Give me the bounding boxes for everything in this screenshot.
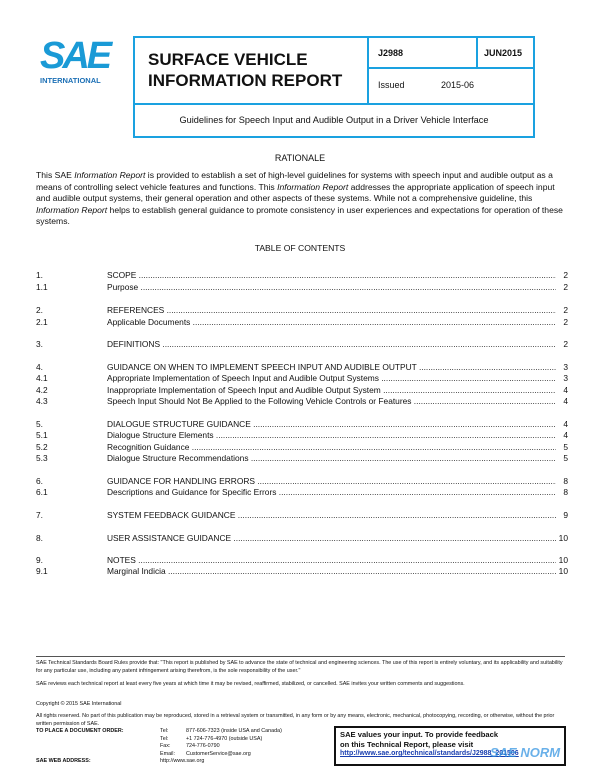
toc-page: 2 — [563, 282, 568, 292]
toc-page: 10 — [558, 566, 568, 576]
toc-title: Purpose ..... — [107, 282, 556, 293]
toc-title: DIALOGUE STRUCTURE GUIDANCE ..... — [107, 419, 556, 430]
toc-page: 8 — [563, 476, 568, 486]
toc-number: 9.1 — [36, 566, 48, 576]
contact-label: Tel: — [160, 735, 169, 742]
contact-value: 724-776-0790 — [186, 743, 220, 749]
toc-entry[interactable] — [36, 487, 568, 498]
toc-entry[interactable] — [36, 396, 568, 407]
contact-list — [160, 728, 330, 758]
watermark: SAE NORM — [490, 745, 561, 760]
toc-entry[interactable] — [36, 339, 568, 350]
rights-notice: All rights reserved. No part of this publication may be reproduced, stored in a retrieval system or transmitted, in any form or by any means, electronic, mechanical, photocopying, recording, or otherwise, without the prior written permission of SAE. — [36, 713, 555, 727]
toc-number: 5. — [36, 419, 43, 429]
web-address-link[interactable]: http://www.sae.org — [160, 758, 205, 764]
toc-title: Dialogue Structure Recommendations ..... — [107, 453, 556, 464]
date-code: JUN2015 — [484, 48, 523, 58]
contact-row — [160, 743, 330, 751]
web-label: SAE WEB ADDRESS: — [36, 758, 91, 764]
document-subtitle: Guidelines for Speech Input and Audible Output in a Driver Vehicle Interface — [179, 115, 489, 125]
copyright: Copyright © 2015 SAE International — [36, 701, 122, 707]
toc-entry[interactable] — [36, 385, 568, 396]
toc-number: 1. — [36, 270, 43, 280]
toc-entry[interactable] — [36, 533, 568, 544]
sae-logo — [40, 35, 130, 85]
toc-title: Speech Input Should Not Be Applied to the Following Vehicle Controls or Features ..... — [107, 396, 556, 407]
divider — [367, 36, 369, 104]
toc-number: 7. — [36, 510, 43, 520]
toc-entry[interactable] — [36, 282, 568, 293]
toc-entry[interactable] — [36, 373, 568, 384]
toc-page: 10 — [558, 555, 568, 565]
divider — [476, 36, 478, 68]
toc-page: 3 — [563, 362, 568, 372]
toc-title: Dialogue Structure Elements ..... — [107, 430, 556, 441]
rationale-heading: RATIONALE — [274, 153, 326, 163]
toc-page: 5 — [563, 453, 568, 463]
issued-date: 2015-06 — [441, 80, 475, 90]
toc-entry[interactable] — [36, 442, 568, 453]
toc-entry[interactable] — [36, 430, 568, 441]
toc-title: Inappropriate Implementation of Speech Input and Audible Output System ..... — [107, 385, 556, 396]
toc-number: 8. — [36, 533, 43, 543]
toc-page: 5 — [563, 442, 568, 452]
toc-page: 4 — [563, 430, 568, 440]
toc-number: 5.1 — [36, 430, 48, 440]
toc-number: 6.1 — [36, 487, 48, 497]
board-rules: SAE Technical Standards Board Rules provide that: "This report is published by SAE to advance the state of technical and engineering sciences. The use of this report is entirely voluntary, and its applicability and suitability for any particular use, including any patent infringement arising therefrom, is the sole responsibility of the user." — [36, 660, 563, 674]
footer-rule — [36, 656, 565, 657]
contact-value: 877-606-7323 (inside USA and Canada) — [186, 728, 282, 734]
logo-mark: SAE — [40, 35, 110, 77]
toc-entry[interactable] — [36, 419, 568, 430]
toc-page: 4 — [563, 396, 568, 406]
toc-entry[interactable] — [36, 566, 568, 577]
contact-row — [160, 728, 330, 736]
toc-page: 9 — [563, 510, 568, 520]
toc-entry[interactable] — [36, 317, 568, 328]
toc-title: SCOPE ..... — [107, 270, 556, 281]
feedback-link[interactable]: http://www.sae.org/technical/standards/J2988_201506 — [340, 750, 519, 757]
toc-page: 2 — [563, 317, 568, 327]
report-type: SURFACE VEHICLE INFORMATION REPORT — [148, 50, 343, 90]
toc-number: 4.3 — [36, 396, 48, 406]
logo-subtext: INTERNATIONAL — [40, 76, 101, 85]
order-label: TO PLACE A DOCUMENT ORDER: — [36, 728, 124, 734]
toc-title: REFERENCES ..... — [107, 305, 556, 316]
toc-page: 3 — [563, 373, 568, 383]
toc-entry[interactable] — [36, 510, 568, 521]
toc-entry[interactable] — [36, 305, 568, 316]
toc-title: SYSTEM FEEDBACK GUIDANCE ..... — [107, 510, 556, 521]
toc-page: 4 — [563, 419, 568, 429]
contact-row — [160, 736, 330, 744]
toc-entry[interactable] — [36, 476, 568, 487]
toc-page: 10 — [558, 533, 568, 543]
contact-value: +1 724-776-4970 (outside USA) — [186, 735, 263, 742]
toc-number: 4.2 — [36, 385, 48, 395]
doc-number: J2988 — [378, 48, 404, 58]
toc-title: USER ASSISTANCE GUIDANCE ..... — [107, 533, 556, 544]
toc-page: 4 — [563, 385, 568, 395]
contact-label: Tel: — [160, 728, 169, 734]
toc-number: 5.2 — [36, 442, 48, 452]
toc-entry[interactable] — [36, 555, 568, 566]
toc-title: GUIDANCE FOR HANDLING ERRORS ..... — [107, 476, 556, 487]
toc-number: 4.1 — [36, 373, 48, 383]
issued-label: Issued — [378, 80, 405, 90]
toc-title: NOTES ..... — [107, 555, 556, 566]
feedback-box: SAE values your input. To provide feedback on this Technical Report, please visit http://www.sae.org/technical/standards/J2988_201506 — [334, 726, 566, 766]
toc-title: Descriptions and Guidance for Specific Errors ..... — [107, 487, 556, 498]
divider — [367, 67, 535, 69]
toc-entry[interactable] — [36, 362, 568, 373]
divider — [133, 103, 535, 105]
toc-title: Marginal Indicia ..... — [107, 566, 556, 577]
toc-page: 2 — [563, 305, 568, 315]
toc-page: 8 — [563, 487, 568, 497]
contact-label: Fax: — [160, 743, 171, 749]
toc-title: Recognition Guidance ..... — [107, 442, 556, 453]
toc-number: 1.1 — [36, 282, 48, 292]
contact-label: Email: — [160, 750, 175, 757]
toc-entry[interactable] — [36, 270, 568, 281]
toc-number: 2.1 — [36, 317, 48, 327]
toc-number: 9. — [36, 555, 43, 565]
toc-title: Appropriate Implementation of Speech Input and Audible Output Systems ..... — [107, 373, 556, 384]
toc-number: 3. — [36, 339, 43, 349]
toc-number: 5.3 — [36, 453, 48, 463]
toc-page: 2 — [563, 339, 568, 349]
toc-page: 2 — [563, 270, 568, 280]
rationale-text: This SAE Information Report is provided to establish a set of high-level guidelines for systems with speech input and audible output as a means of controlling select vehicle features and functions. This Information Report addresses the appropriate application of speech input and audible output systems, their general operation and other aspects of these systems. While not a comprehensive guideline, this Information Report helps to establish general guidance to promote consistency in user experiences and expectations for operation of these systems. — [36, 170, 563, 226]
toc-entry[interactable] — [36, 453, 568, 464]
contact-value: CustomerService@sae.org — [186, 750, 251, 757]
review-notice: SAE reviews each technical report at least every five years at which time it may be revised, reaffirmed, stabilized, or cancelled. SAE invites your written comments and suggestions. — [36, 681, 465, 687]
toc-number: 6. — [36, 476, 43, 486]
toc-heading: TABLE OF CONTENTS — [254, 243, 346, 253]
toc-number: 4. — [36, 362, 43, 372]
toc-title: Applicable Documents ..... — [107, 317, 556, 328]
toc-title: GUIDANCE ON WHEN TO IMPLEMENT SPEECH INPUT AND AUDIBLE OUTPUT ..... — [107, 362, 556, 373]
contact-row — [160, 751, 330, 759]
toc-title: DEFINITIONS ..... — [107, 339, 556, 350]
toc-number: 2. — [36, 305, 43, 315]
